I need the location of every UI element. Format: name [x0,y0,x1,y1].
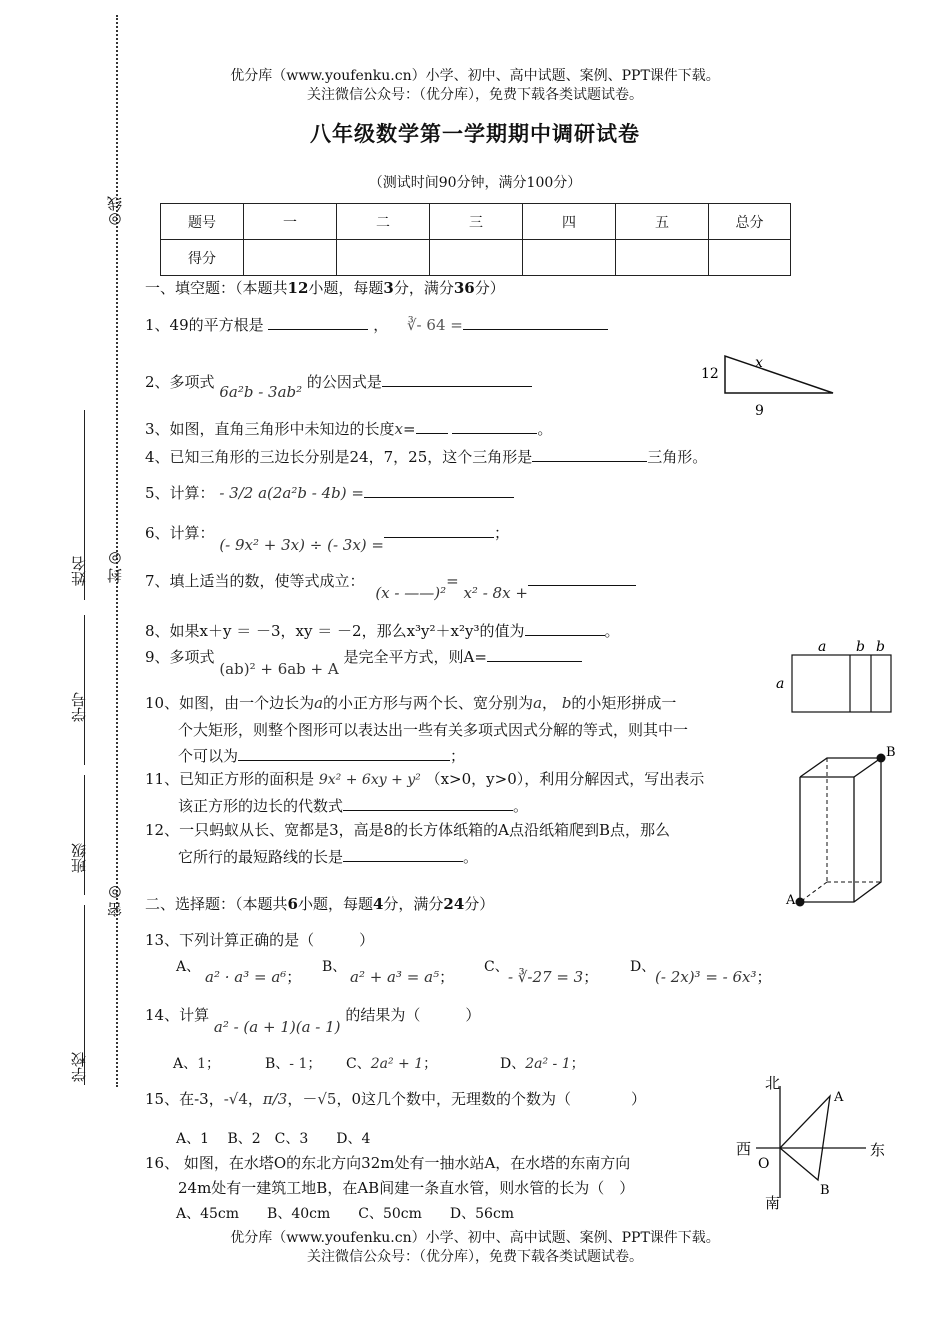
q13-c-label: C、 [484,959,509,975]
rect-top-b1-label: b [856,639,865,655]
question-4 [145,446,707,467]
q5-blank[interactable] [364,483,514,498]
q3-eq: = [403,420,416,438]
question-16-line2: 24m处有一建筑工地B，在AB间建一条直水管，则水管的长为（ ） [178,1179,635,1197]
question-12-line1: 12、一只蚂蚁从长、宽都是3，高是8的长方体纸箱的A点沿纸箱爬到B点，那么 [145,821,671,839]
q14-option-b[interactable] [265,1053,321,1073]
q7-blank[interactable] [528,571,636,586]
q3-var: x [394,420,404,438]
section2-heading-pts: 4 [372,895,384,913]
score-input-cell[interactable] [337,240,430,276]
q15-e1: -√4 [223,1090,248,1108]
section1-heading-end: 分） [474,279,505,297]
q11-end: 。 [513,797,529,815]
q14-a-end: ； [206,1056,221,1072]
question-3 [145,418,552,439]
footer-line2: 关注微信公众号：（优分库），免费下载各类试题试卷。 [307,1249,643,1265]
q13-option-b-expr [350,966,454,987]
q12-blank[interactable] [343,847,463,862]
q13-option-b[interactable] [322,956,346,976]
compass-south: 南 [765,1194,781,1212]
q14-a-val: 1 [197,1056,207,1072]
q14-expr: a² - (a + 1)(a - 1) [213,1018,341,1036]
section1-heading [145,277,505,298]
q8-blank[interactable] [525,621,605,636]
section2-heading-end: 分） [464,895,495,913]
q14-c-val: 2a² + 1 [370,1056,424,1072]
q13-a-expr: a² · a³ = a⁶ [205,968,287,986]
section2-heading-pre: 二、选择题：（本题共 [145,895,288,913]
q14-text2: 的结果为（ ） [345,1006,481,1024]
q13-a-label: A、 [176,959,201,975]
q7-eq: = [446,572,459,590]
q15-e2: π/3 [262,1090,288,1108]
q13-option-a-expr [205,966,301,987]
score-input-cell[interactable] [244,240,337,276]
q8-end: 。 [604,622,620,640]
margin-name-label: 姓名 [70,556,88,586]
compass-a-label: A [834,1090,844,1105]
question-16-line1: 16、 如图，在水塔O的东北方向32m处有一抽水站A，在水塔的东南方向 [145,1154,631,1172]
q11-l2: 该正方形的边长的代数式 [178,797,344,815]
score-table-header-row [161,204,791,240]
q16-options[interactable]: A、45cm B、40cm C、50cm D、56cm [176,1206,515,1222]
question-12-line2 [178,846,478,867]
compass-north: 北 [765,1074,781,1092]
section1-heading-mid1: 小题，每题 [308,279,384,297]
q14-a-label: A、 [173,1056,198,1072]
q13-c-expr: - ∛-27 = 3 [508,968,584,986]
rect-left-a-label: a [776,676,785,692]
q9-expr: (ab)² + 6ab + A [219,660,339,678]
compass-east: 东 [870,1141,886,1159]
q4-text: 4、已知三角形的三边长分别是24，7，25，这个三角形是 [145,448,533,466]
q9-text: 9、多项式 [145,648,215,666]
score-cell: 得分 [161,240,244,276]
question-6 [145,522,509,554]
q13-a-end: ； [286,968,302,986]
q1-text: 1、49的平方根是 [145,316,264,334]
q7-expr1: (x - ——)² [375,584,447,602]
q14-c-end: ； [423,1056,438,1072]
q5-text: 5、计算： [145,484,215,502]
q15-text2: ，0这几个数中，无理数的个数为（ ） [336,1090,647,1108]
q9-text2: 是完全平方式，则A= [343,648,487,666]
q12-end: 。 [463,848,479,866]
compass-o-label: O [758,1156,770,1172]
q10-l1b: 的小正方形与两个长、宽分别为 [323,694,534,712]
q10-end: ； [450,747,466,765]
q13-b-label: B、 [322,959,347,975]
rect-top-a-label: a [818,639,827,655]
q2-expr: 6a²b - 3ab² [219,383,303,401]
q13-option-d-expr [655,966,772,987]
cuboid-label-b: B [886,745,896,760]
cuboid-solid-edges [800,758,881,902]
section1-heading-n: 12 [287,279,309,297]
question-11-line2 [178,795,528,816]
q13-d-label: D、 [630,959,656,975]
question-7 [145,570,636,602]
q6-expr: (- 9x² + 3x) ÷ (- 3x) = [219,536,384,554]
q14-option-c[interactable] [346,1053,437,1073]
score-cell: 四 [523,204,616,240]
q8-text: 8、如果x＋y ＝ －3，xy ＝ －2，那么x³y²＋x²y³的值为 [145,622,525,640]
figure-rectangle [770,638,900,718]
section1-heading-mid2: 分，满分 [393,279,454,297]
section1-heading-total: 36 [453,279,475,297]
q13-option-c[interactable] [484,956,509,976]
q13-option-d[interactable] [630,956,655,976]
compass-west: 西 [736,1140,752,1158]
margin-class-label: 班级 [70,843,88,873]
q10-l1a: 10、如图，由一个边长为 [145,694,315,712]
question-10-line2: 个大矩形，则整个图形可以表达出一些有关多项式因式分解的等式，则其中一 [178,721,689,739]
q7-expr2: x² - 8x + [463,584,528,602]
section2-heading-total: 24 [443,895,465,913]
q4-end: 三角形。 [647,448,708,466]
question-10-line3 [178,745,465,766]
q7-text: 7、填上适当的数，使等式成立： [145,572,365,590]
section2-heading-n: 6 [287,895,298,913]
cuboid-label-a: A [786,893,796,908]
q1-expr: ∛- 64 = [407,316,463,334]
cuboid-point-b [877,754,886,763]
triangle-leg-bottom-label: 9 [755,403,764,419]
score-input-cell[interactable] [430,240,523,276]
q10-b: b [561,694,572,712]
header-line1: 优分库（www.youfenku.cn）小学、初中、高中试题、案例、PPT课件下载。 [230,68,720,84]
score-table [160,203,791,276]
score-table-score-row [161,240,791,276]
compass-triangle-oab [780,1096,830,1180]
q15-c1: ， [247,1090,263,1108]
q11-l1a: 11、已知正方形的面积是 [145,770,315,788]
q3-blank-b[interactable] [452,419,537,434]
question-14 [145,1004,481,1036]
figure-compass [728,1068,893,1216]
q13-d-expr: (- 2x)³ = - 6x³ [655,968,757,986]
q10-l1c: 的小矩形拼成一 [571,694,677,712]
question-13: 13、下列计算正确的是（ ） [145,931,375,949]
triangle-leg-left-label: 12 [701,366,719,382]
score-cell: 三 [430,204,523,240]
question-5 [145,482,514,503]
q15-text: 15、在-3， [145,1090,224,1108]
q1-blank-1[interactable] [268,315,368,330]
q6-text: 6、计算： [145,524,215,542]
margin-number-label: 学号 [70,692,88,722]
question-11-line1 [145,768,704,789]
q10-l3: 个可以为 [178,747,239,765]
page-title: 八年级数学第一学期期中调研试卷 [310,122,640,146]
score-input-cell[interactable] [616,240,709,276]
q12-l2: 它所行的最短路线的长是 [178,848,344,866]
question-8 [145,620,620,641]
section2-heading-mid2: 分，满分 [383,895,444,913]
q2-text2: 的公因式是 [306,373,382,391]
score-input-cell[interactable] [709,240,791,276]
question-15 [145,1088,646,1109]
q14-option-a[interactable] [173,1053,220,1073]
q3-end: 。 [537,420,553,438]
q14-c-label: C、 [346,1056,371,1072]
margin-school-label: 学校 [70,1052,88,1082]
section1-heading-pts: 3 [383,279,394,297]
triangle-shape [725,356,833,393]
q1-blank-2[interactable] [463,315,608,330]
question-10-line1 [145,692,676,713]
figure-right-triangle [695,348,845,423]
q13-option-a[interactable] [176,956,200,976]
margin-underline-class [84,775,85,895]
q14-d-label: D、 [500,1056,526,1072]
question-2 [145,371,532,401]
q13-c-end: ； [583,968,599,986]
q14-text: 14、计算 [145,1006,210,1024]
q14-b-val: - 1 [289,1056,308,1072]
q6-end: ； [493,524,509,542]
margin-feng: 封◎ [106,550,124,583]
section2-heading-mid1: 小题，每题 [297,895,373,913]
score-cell: 题号 [161,204,244,240]
q1-comma: ， [373,316,389,334]
rect-outline [792,655,891,712]
q9-blank[interactable] [487,647,582,662]
q13-option-c-expr [508,966,598,987]
compass-b-label: B [820,1183,830,1198]
q11-blank[interactable] [343,796,513,811]
q14-option-d[interactable] [500,1053,585,1073]
score-cell: 五 [616,204,709,240]
figure-cuboid [782,742,900,912]
score-input-cell[interactable] [523,240,616,276]
score-cell: 二 [337,204,430,240]
q3-blank-a[interactable] [416,419,448,434]
q5-expr: - 3/2 a(2a²b - 4b) = [219,484,364,502]
rect-top-b2-label: b [876,639,885,655]
q13-b-end: ； [439,968,455,986]
q2-text: 2、多项式 [145,373,215,391]
q14-b-end: ； [307,1056,322,1072]
margin-underline-number [84,615,85,765]
q10-comma: ， [542,694,558,712]
q11-l1b: （x>0，y>0），利用分解因式，写出表示 [425,770,705,788]
footer-line1: 优分库（www.youfenku.cn）小学、初中、高中试题、案例、PPT课件下载。 [230,1230,720,1246]
cuboid-point-a [796,898,805,907]
q14-d-val: 2a² - 1 [525,1056,571,1072]
score-cell: 总分 [709,204,791,240]
margin-xian: ◎线 [106,196,124,229]
section1-heading-pre: 一、填空题：（本题共 [145,279,288,297]
q13-d-end: ； [756,968,772,986]
triangle-hyp-label: x [755,355,763,371]
question-9 [145,646,582,678]
score-cell: 一 [244,204,337,240]
q11-expr: 9x² + 6xy + y² [318,772,421,788]
margin-mi: 密◎ [106,884,124,917]
question-1 [145,314,608,335]
q15-c2: ，－ [287,1090,318,1108]
q2-blank[interactable] [382,372,532,387]
q13-b-expr: a² + a³ = a⁵ [350,968,440,986]
q3-text: 3、如图，直角三角形中未知边的长度 [145,420,395,438]
section2-heading [145,893,494,914]
header-line2: 关注微信公众号：（优分库），免费下载各类试题试卷。 [307,87,643,103]
q14-b-label: B、 [265,1056,290,1072]
q14-d-end: ； [570,1056,585,1072]
q15-options[interactable]: A、1 B、2 C、3 D、4 [176,1131,371,1147]
q10-blank[interactable] [238,746,450,761]
q4-blank[interactable] [532,447,647,462]
q6-blank[interactable] [384,523,494,538]
page-subtitle: （测试时间90分钟，满分100分） [368,175,582,191]
cuboid-hidden-edges [800,758,881,902]
q10-a: a [314,694,324,712]
q10-a2: a [533,694,543,712]
q15-e3: √5 [317,1090,337,1108]
